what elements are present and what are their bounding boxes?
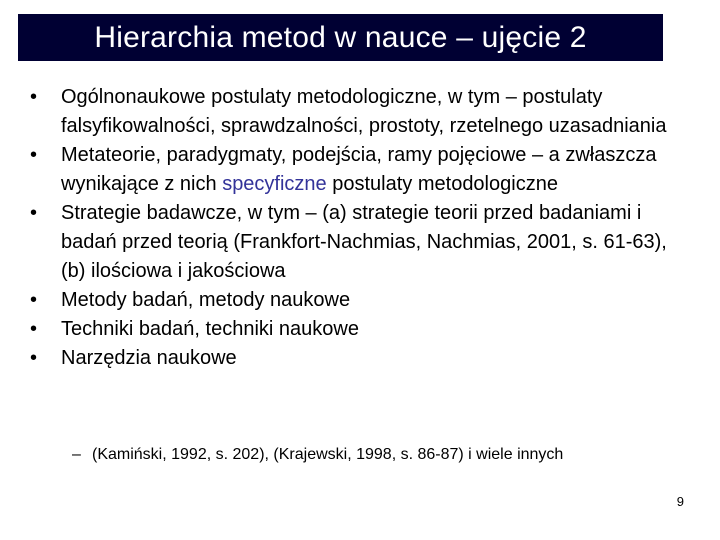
page-number: 9 xyxy=(676,494,684,509)
bullet-text: Metody badań, metody naukowe xyxy=(61,289,351,311)
bullet-dot-icon: • xyxy=(30,347,38,369)
bullet-item xyxy=(30,199,670,286)
sub-bullet-text: (Kamiński, 1992, s. 202), (Krajewski, 1998, s. 86-87) i wiele innych xyxy=(92,446,564,463)
sub-bullet xyxy=(72,444,563,466)
bullet-text: Techniki badań, techniki naukowe xyxy=(61,318,359,340)
highlighted-word: specyficzne xyxy=(222,173,327,195)
bullet-text: Strategie badawcze, w tym – (a) strategie teorii przed badaniami i badań przed teorią (Frankfort-Nachmias, Nachmias, 2001, s. 61-63), (b) ilościowa i jakościowa xyxy=(61,202,667,282)
bullet-list xyxy=(30,83,670,373)
bullet-dot-icon: • xyxy=(30,289,38,311)
title-bar xyxy=(18,14,663,61)
bullet-dot-icon: • xyxy=(30,202,38,224)
bullet-text: Narzędzia naukowe xyxy=(61,347,237,369)
bullet-text-before: Metateorie, paradygmaty, podejścia, ramy pojęciowe – a zwłaszcza wynikające z nich xyxy=(61,144,657,195)
bullet-item xyxy=(30,344,670,373)
dash-icon: – xyxy=(72,446,81,463)
bullet-item xyxy=(30,83,670,141)
bullet-text: Ogólnonaukowe postulaty metodologiczne, w tym – postulaty falsyfikowalności, sprawdzalności, prostoty, rzetelnego uzasadniania xyxy=(61,86,667,137)
bullet-dot-icon: • xyxy=(30,318,38,340)
bullet-dot-icon: • xyxy=(30,86,38,108)
bullet-item xyxy=(30,315,670,344)
bullet-text xyxy=(61,144,656,195)
bullet-dot-icon: • xyxy=(30,144,38,166)
bullet-item xyxy=(30,141,670,199)
bullet-text-after: postulaty metodologiczne xyxy=(326,173,558,195)
slide-title: Hierarchia metod w nauce – ujęcie 2 xyxy=(94,20,587,54)
bullet-item xyxy=(30,286,670,315)
